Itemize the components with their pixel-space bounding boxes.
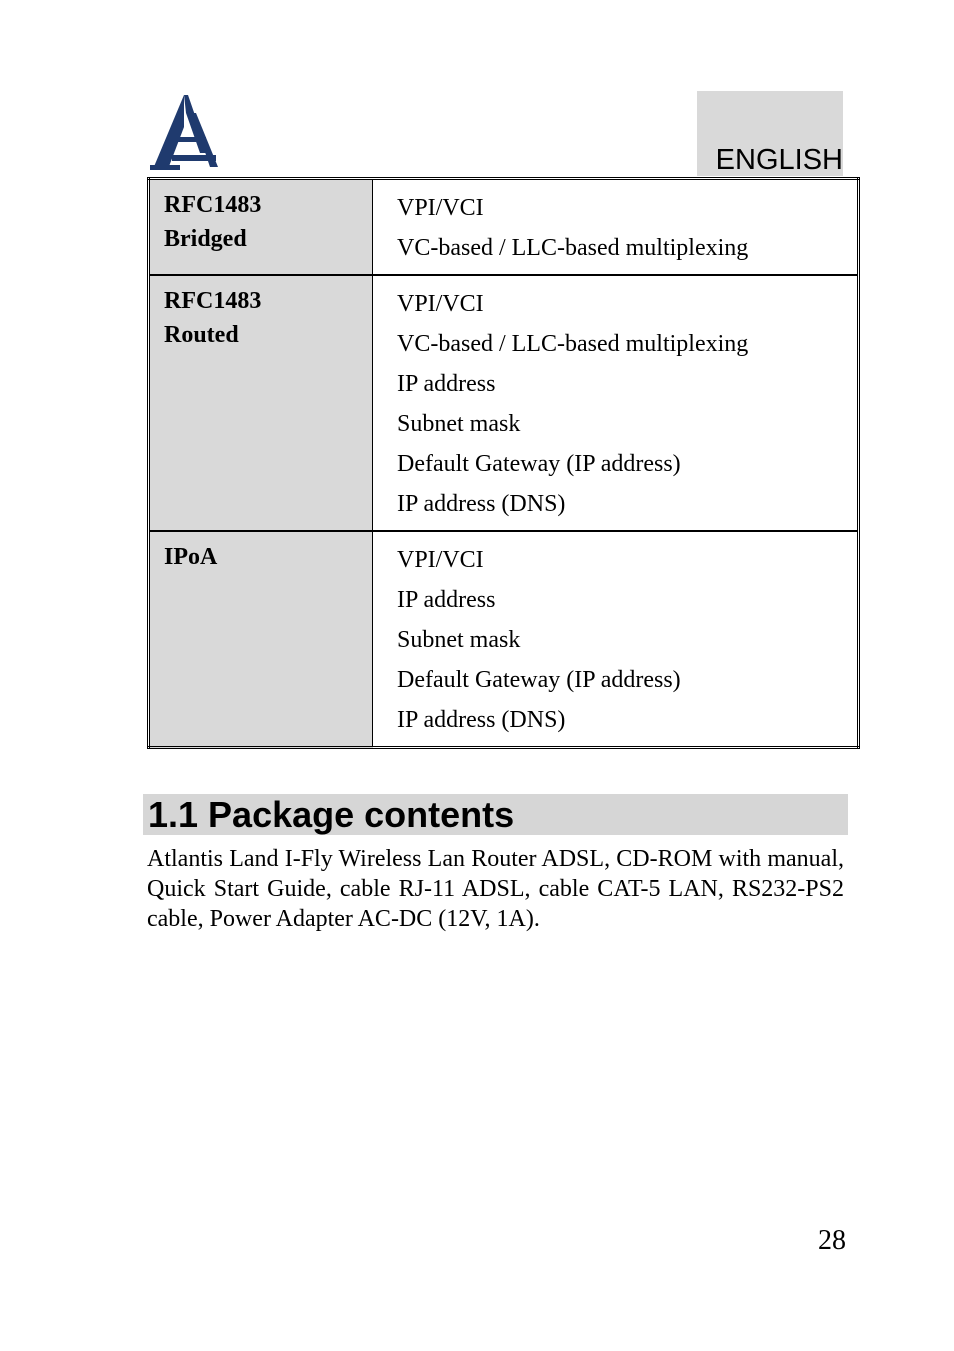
package-contents-text: Atlantis Land I-Fly Wireless Lan Router ADSL, CD-ROM with manual, Quick Start Guide, cable RJ-11 ADSL, cable CAT-5 LAN, RS232-PS2 cable, Power Adapter AC-DC (12V, 1A). xyxy=(147,846,844,932)
page-number: 28 xyxy=(818,1225,846,1256)
value-line: VPI/VCI xyxy=(397,291,484,317)
table-row-label xyxy=(149,531,373,748)
atlantis-land-logo-icon xyxy=(148,93,220,171)
label-line: RFC1483 xyxy=(164,288,262,314)
value-line: VC-based / LLC-based multiplexing xyxy=(397,235,749,261)
value-line: VC-based / LLC-based multiplexing xyxy=(397,331,749,357)
table-row-values xyxy=(373,179,859,276)
value-line: IP address (DNS) xyxy=(397,491,566,517)
value-line: Subnet mask xyxy=(397,411,521,437)
language-badge xyxy=(697,91,843,176)
language-label: ENGLISH xyxy=(715,144,843,176)
table-row-values xyxy=(373,531,859,748)
label-line: Routed xyxy=(164,322,239,348)
value-line: Default Gateway (IP address) xyxy=(397,667,681,693)
value-line: VPI/VCI xyxy=(397,547,484,573)
table-row xyxy=(149,179,859,276)
section-title: 1.1 Package contents xyxy=(148,794,515,835)
label-line: IPoA xyxy=(164,544,218,570)
section-heading-bar xyxy=(143,794,848,835)
value-line: IP address xyxy=(397,587,496,613)
value-line: Default Gateway (IP address) xyxy=(397,451,681,477)
table-row-values xyxy=(373,275,859,531)
value-line: IP address (DNS) xyxy=(397,707,566,733)
table-row-label xyxy=(149,179,373,276)
connection-settings-table xyxy=(147,177,860,749)
label-line: Bridged xyxy=(164,226,247,252)
value-line: VPI/VCI xyxy=(397,195,484,221)
value-line: IP address xyxy=(397,371,496,397)
value-line: Subnet mask xyxy=(397,627,521,653)
label-line: RFC1483 xyxy=(164,192,262,218)
table-row-label xyxy=(149,275,373,531)
table-row xyxy=(149,531,859,748)
table-row xyxy=(149,275,859,531)
